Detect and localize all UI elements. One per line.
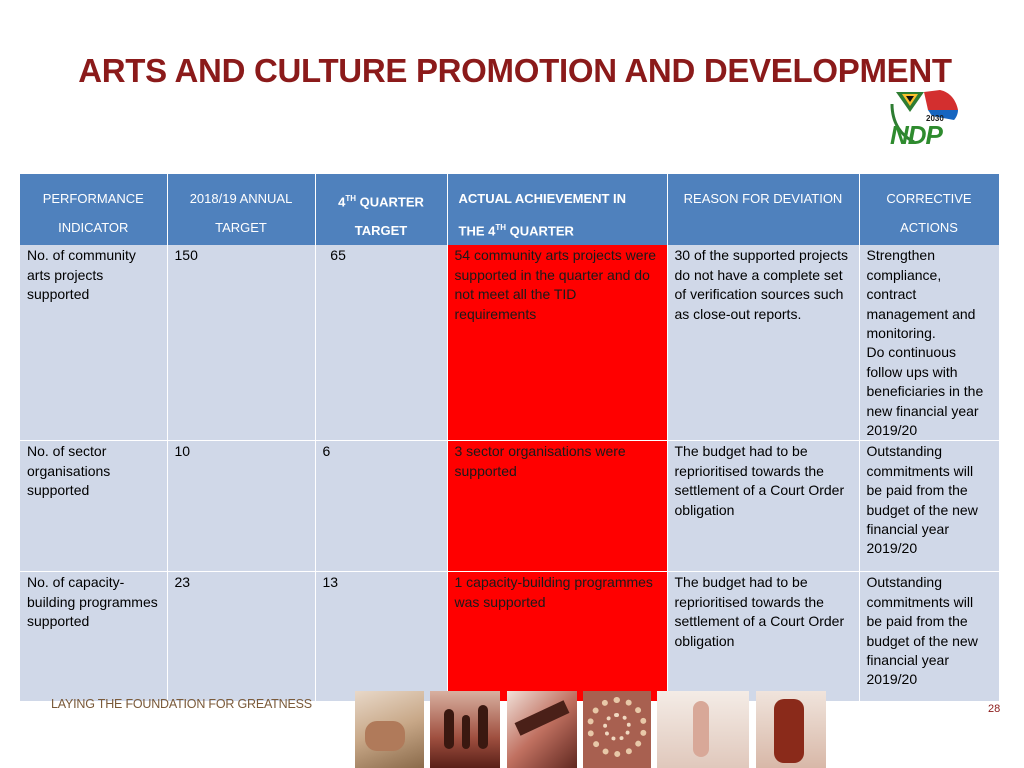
slide-title: ARTS AND CULTURE PROMOTION AND DEVELOPMENT (78, 52, 952, 89)
header-actual-achievement: ACTUAL ACHIEVEMENT IN THE 4TH QUARTER (447, 174, 667, 245)
film-reel-photo (507, 691, 577, 768)
reason-cell: The budget had to be reprioritised towards the settlement of a Court Order obligation (667, 572, 859, 702)
logo-text: NDP (890, 120, 942, 150)
ballet-shoes-photo (657, 691, 749, 768)
actual-achievement-cell: 1 capacity-building programmes was supported (447, 572, 667, 702)
reason-cell: The budget had to be reprioritised towards the settlement of a Court Order obligation (667, 441, 859, 572)
header-corrective-actions: CORRECTIVE ACTIONS (859, 174, 999, 245)
annual-target-cell: 23 (167, 572, 315, 702)
saxophone-player-photo (756, 691, 826, 768)
annual-target-cell: 150 (167, 245, 315, 441)
performance-table (20, 174, 1000, 702)
actual-achievement-cell: 3 sector organisations were supported (447, 441, 667, 572)
ndp-logo (884, 84, 964, 154)
table-row (20, 572, 999, 702)
header-reason-for-deviation: REASON FOR DEVIATION (667, 174, 859, 245)
corrective-actions-cell (859, 245, 999, 441)
table-row (20, 245, 999, 441)
actual-achievement-cell: 54 community arts projects were supported in the quarter and do not meet all the TID requirements (447, 245, 667, 441)
reason-cell: 30 of the supported projects do not have a complete set of verification sources such as close-out reports. (667, 245, 859, 441)
header-annual-target: 2018/19 ANNUAL TARGET (167, 174, 315, 245)
footer-tagline: LAYING THE FOUNDATION FOR GREATNESS (51, 697, 312, 711)
corrective-actions-cell: Outstanding commitments will be paid from the budget of the new financial year 2019/20 (859, 441, 999, 572)
table-header-row (20, 174, 999, 245)
indicator-cell: No. of sector organisations supported (20, 441, 167, 572)
q4-target-cell: 13 (315, 572, 447, 702)
header-q4-target: 4TH QUARTER TARGET (315, 174, 447, 245)
beadwork-photo (583, 691, 651, 768)
indicator-cell: No. of capacity-building programmes supported (20, 572, 167, 702)
page-number: 28 (988, 703, 1001, 715)
q4-target-cell: 65 (315, 245, 447, 441)
indicator-cell: No. of community arts projects supported (20, 245, 167, 441)
corrective-actions-cell: Outstanding commitments will be paid from the budget of the new financial year 2019/20 (859, 572, 999, 702)
corrective-action-text: Do continuous follow ups with beneficiaries in the new financial year 2019/20 (866, 344, 984, 438)
table-row (20, 441, 999, 572)
family-silhouette-photo (430, 691, 500, 768)
logo-year: 2030 (926, 114, 944, 123)
q4-target-cell: 6 (315, 441, 447, 572)
corrective-action-text: Strengthen compliance, contract management and monitoring. (866, 247, 976, 341)
hands-on-book-photo (355, 691, 424, 768)
annual-target-cell: 10 (167, 441, 315, 572)
header-performance-indicator: PERFORMANCE INDICATOR (20, 174, 167, 245)
